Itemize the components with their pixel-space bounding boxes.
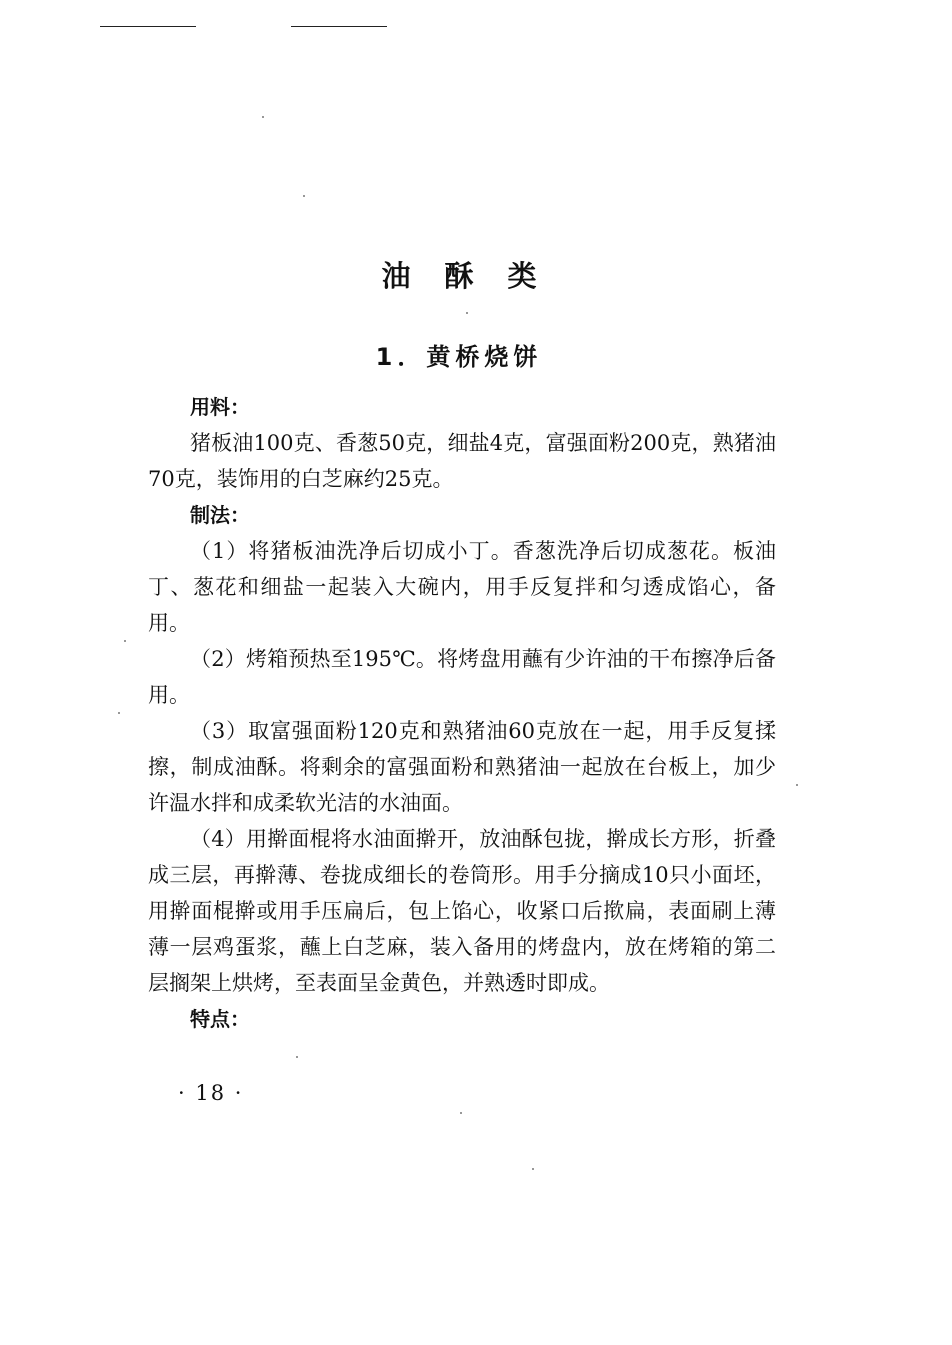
- page-number: · 18 ·: [178, 1081, 244, 1105]
- scan-speck: [460, 1112, 462, 1114]
- method-label: 制法：: [190, 503, 250, 527]
- method-heading: [148, 497, 776, 533]
- scan-speck: [303, 195, 305, 197]
- recipe-title: 1．黄桥烧饼: [375, 343, 543, 371]
- ingredients-heading: [148, 389, 776, 425]
- scan-speck: [466, 312, 468, 314]
- features-heading: [148, 1001, 776, 1037]
- scan-speck: [532, 1168, 534, 1170]
- scan-speck: [124, 640, 126, 642]
- method-step-4: （4）用擀面棍将水油面擀开，放油酥包拢，擀成长方形，折叠成三层，再擀薄、卷拢成细长的卷筒形。用手分摘成10只小面坯，用擀面棍擀或用手压扁后，包上馅心，收紧口后揿扁，表面刷上薄薄一层鸡蛋浆，蘸上白芝麻，装入备用的烤盘内，放在烤箱的第二层搁架上烘烤，至表面呈金黄色，并熟透时即成。: [148, 827, 776, 995]
- method-step-3: （3）取富强面粉120克和熟猪油60克放在一起，用手反复揉擦，制成油酥。将剩余的富强面粉和熟猪油一起放在台板上，加少许温水拌和成柔软光洁的水油面。: [148, 719, 776, 815]
- header-rule-left: [100, 26, 196, 27]
- method-step-2: （2）烤箱预热至195℃。将烤盘用蘸有少许油的干布擦净后备用。: [148, 647, 776, 707]
- ingredients-text: 猪板油100克、香葱50克，细盐4克，富强面粉200克，熟猪油70克，装饰用的白芝麻约25克。: [148, 431, 776, 491]
- header-rule-right: [291, 26, 387, 27]
- scan-speck: [796, 784, 798, 786]
- scan-speck: [296, 1056, 298, 1058]
- recipe-body: [148, 389, 776, 1037]
- method-step-1: （1）将猪板油洗净后切成小丁。香葱洗净后切成葱花。板油丁、葱花和细盐一起装入大碗内，用手反复拌和匀透成馅心，备用。: [148, 539, 776, 635]
- ingredients-label: 用料：: [190, 395, 250, 419]
- features-label: 特点：: [190, 1007, 250, 1031]
- section-title: 油酥类: [381, 259, 571, 293]
- scan-speck: [262, 116, 264, 118]
- scan-speck: [118, 712, 120, 714]
